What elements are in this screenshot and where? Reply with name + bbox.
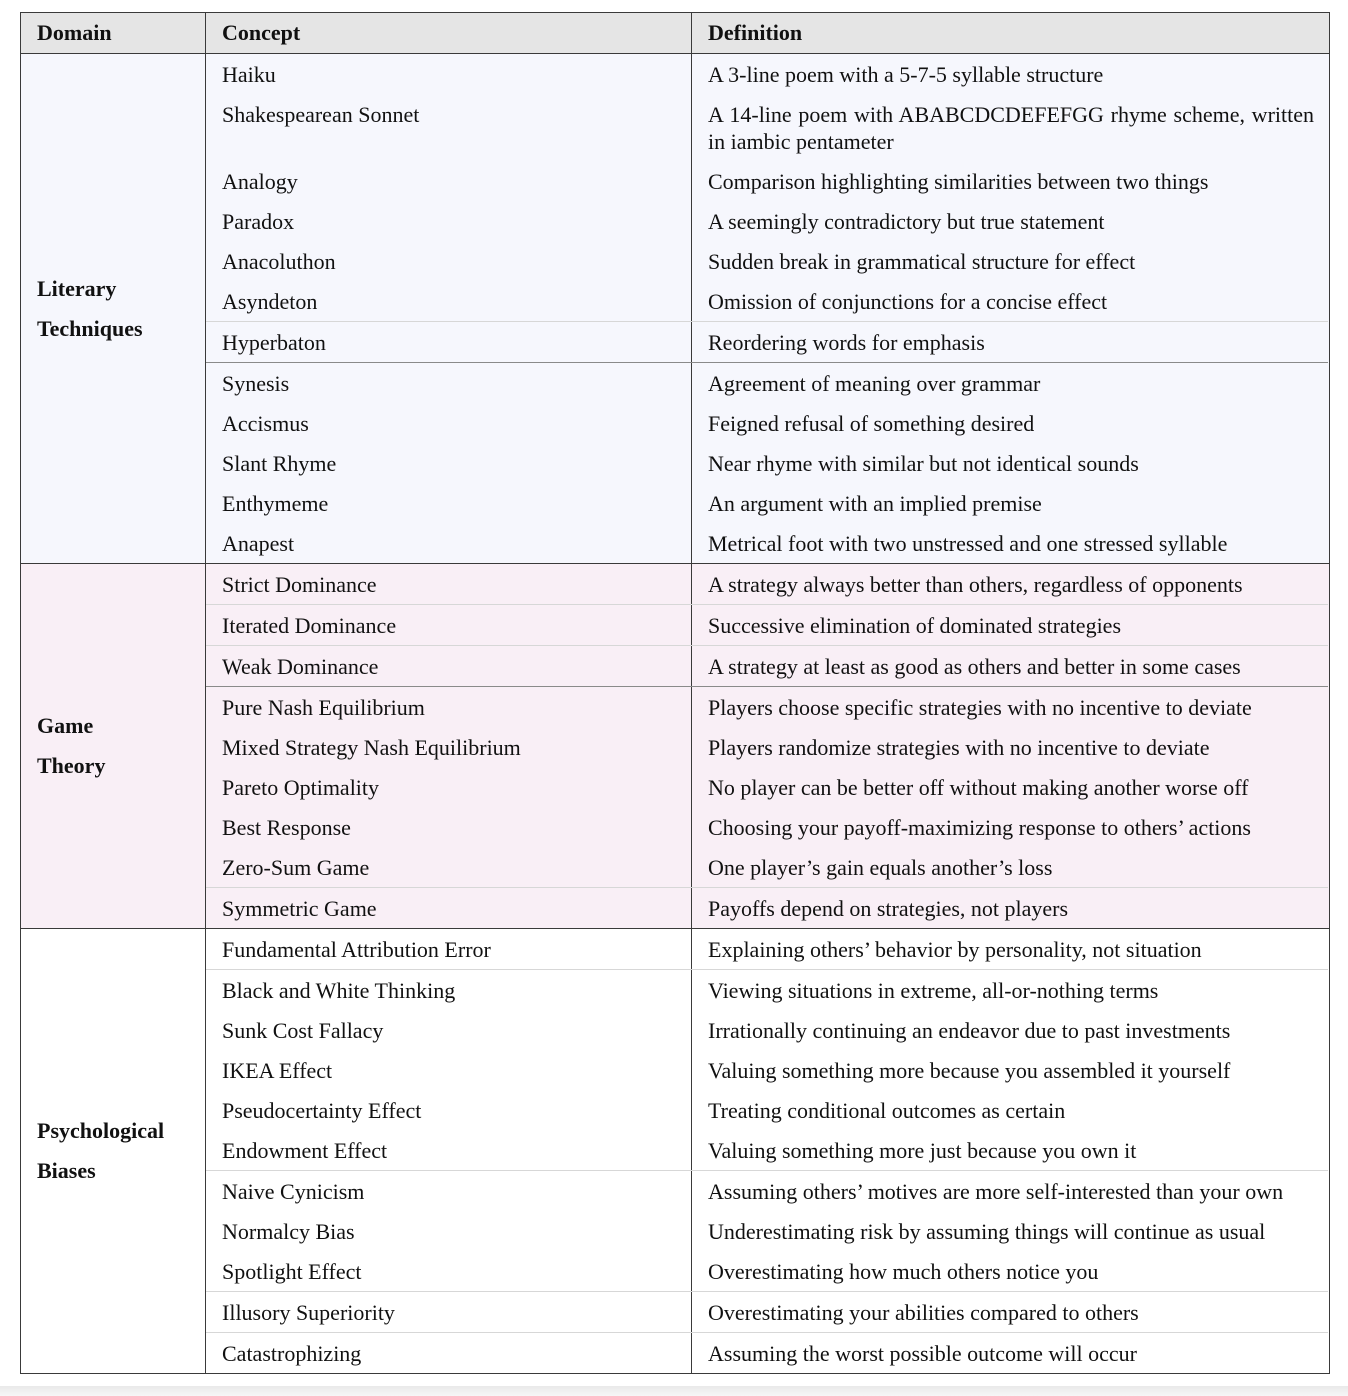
concept-cell: Weak Dominance bbox=[206, 646, 692, 686]
concept-cell: Analogy bbox=[206, 161, 692, 201]
definition-cell: Feigned refusal of something desired bbox=[708, 411, 1035, 436]
concept-cell: Catastrophizing bbox=[206, 1333, 692, 1373]
concept-cell: Asyndeton bbox=[206, 281, 692, 321]
definition-cell: Sudden break in grammatical structure for effect bbox=[708, 249, 1136, 274]
section-rows bbox=[206, 54, 1328, 563]
table-row bbox=[206, 564, 1328, 604]
table-row bbox=[206, 1251, 1328, 1291]
table-row bbox=[206, 847, 1328, 887]
section-rows bbox=[206, 564, 1328, 928]
header-concept: Concept bbox=[206, 13, 692, 53]
definition-cell: Payoffs depend on strategies, not players bbox=[708, 896, 1069, 921]
concept-cell: Endowment Effect bbox=[206, 1130, 692, 1170]
concept-cell: Haiku bbox=[206, 54, 692, 94]
concepts-table bbox=[20, 12, 1330, 1374]
section-game-theory bbox=[21, 564, 1329, 929]
definition-cell: Explaining others’ behavior by personality, not situation bbox=[708, 937, 1202, 962]
definition-cell: Successive elimination of dominated strategies bbox=[708, 613, 1122, 638]
table-row bbox=[206, 1050, 1328, 1090]
domain-cell bbox=[21, 54, 206, 563]
definition-cell: Players randomize strategies with no incentive to deviate bbox=[708, 735, 1210, 760]
definition-cell: A strategy at least as good as others and better in some cases bbox=[708, 654, 1241, 679]
table-row bbox=[206, 94, 1328, 161]
definition-cell: A 3-line poem with a 5-7-5 syllable structure bbox=[708, 62, 1104, 87]
concept-cell: Synesis bbox=[206, 363, 692, 403]
concept-cell: Symmetric Game bbox=[206, 888, 692, 928]
concept-cell: Hyperbaton bbox=[206, 322, 692, 362]
definition-cell: Valuing something more just because you own it bbox=[708, 1138, 1137, 1163]
definition-cell: Valuing something more because you assembled it yourself bbox=[708, 1058, 1231, 1083]
section-rows bbox=[206, 929, 1328, 1373]
concept-cell: Best Response bbox=[206, 807, 692, 847]
concept-cell: Pseudocertainty Effect bbox=[206, 1090, 692, 1130]
table-row bbox=[206, 523, 1328, 563]
table-row bbox=[206, 807, 1328, 847]
concept-cell: Strict Dominance bbox=[206, 564, 692, 604]
definition-cell: An argument with an implied premise bbox=[708, 491, 1042, 516]
concept-cell: Pareto Optimality bbox=[206, 767, 692, 807]
definition-cell: One player’s gain equals another’s loss bbox=[708, 855, 1053, 880]
table-row bbox=[206, 483, 1328, 523]
definition-cell: Metrical foot with two unstressed and one stressed syllable bbox=[708, 531, 1228, 556]
table-row bbox=[206, 161, 1328, 201]
concept-cell: Spotlight Effect bbox=[206, 1251, 692, 1291]
table-row bbox=[206, 929, 1328, 969]
concept-cell: Black and White Thinking bbox=[206, 970, 692, 1010]
page-bottom-edge bbox=[0, 1386, 1348, 1396]
table-row bbox=[206, 321, 1328, 362]
table-row bbox=[206, 887, 1328, 928]
table-row bbox=[206, 767, 1328, 807]
domain-label: Literary Techniques bbox=[37, 275, 143, 341]
table-row bbox=[206, 1090, 1328, 1130]
concept-cell: Iterated Dominance bbox=[206, 605, 692, 645]
concept-cell: Normalcy Bias bbox=[206, 1211, 692, 1251]
definition-cell: Comparison highlighting similarities between two things bbox=[708, 169, 1209, 194]
table-row bbox=[206, 54, 1328, 94]
concept-cell: Zero-Sum Game bbox=[206, 847, 692, 887]
definition-cell: Viewing situations in extreme, all-or-nothing terms bbox=[708, 978, 1159, 1003]
concept-cell: Naive Cynicism bbox=[206, 1171, 692, 1211]
table-row bbox=[206, 201, 1328, 241]
concept-cell: IKEA Effect bbox=[206, 1050, 692, 1090]
domain-label: Psychological Biases bbox=[37, 1118, 165, 1183]
table-body bbox=[21, 54, 1329, 1373]
definition-cell: A 14-line poem with ABABCDCDEFEFGG rhyme scheme, written in iambic pentameter bbox=[708, 102, 1314, 154]
definition-cell: Omission of conjunctions for a concise effect bbox=[708, 289, 1108, 314]
table-row bbox=[206, 686, 1328, 727]
section-psychological-biases bbox=[21, 929, 1329, 1373]
definition-cell: Players choose specific strategies with no incentive to deviate bbox=[708, 695, 1252, 720]
definition-cell: Irrationally continuing an endeavor due to past investments bbox=[708, 1018, 1231, 1043]
definition-cell: Assuming others’ motives are more self-interested than your own bbox=[708, 1179, 1284, 1204]
definition-cell: Choosing your payoff-maximizing response to others’ actions bbox=[708, 815, 1251, 840]
table-row bbox=[206, 1130, 1328, 1170]
table-row bbox=[206, 1211, 1328, 1251]
table-row bbox=[206, 281, 1328, 321]
concept-cell: Slant Rhyme bbox=[206, 443, 692, 483]
definition-cell: No player can be better off without making another worse off bbox=[708, 775, 1249, 800]
concept-cell: Mixed Strategy Nash Equilibrium bbox=[206, 727, 692, 767]
concept-cell: Sunk Cost Fallacy bbox=[206, 1010, 692, 1050]
table-row bbox=[206, 1291, 1328, 1332]
table-row bbox=[206, 1010, 1328, 1050]
domain-cell bbox=[21, 564, 206, 928]
definition-cell: A seemingly contradictory but true statement bbox=[708, 209, 1105, 234]
table-row bbox=[206, 645, 1328, 686]
definition-cell: Treating conditional outcomes as certain bbox=[708, 1098, 1066, 1123]
definition-cell: Underestimating risk by assuming things will continue as usual bbox=[708, 1219, 1266, 1244]
definition-cell: Overestimating your abilities compared to others bbox=[708, 1300, 1139, 1325]
header-domain: Domain bbox=[21, 13, 206, 53]
concept-cell: Shakespearean Sonnet bbox=[206, 94, 692, 161]
concept-cell: Enthymeme bbox=[206, 483, 692, 523]
definition-cell: A strategy always better than others, regardless of opponents bbox=[708, 572, 1243, 597]
concept-cell: Paradox bbox=[206, 201, 692, 241]
definition-cell: Assuming the worst possible outcome will occur bbox=[708, 1341, 1137, 1366]
table-row bbox=[206, 403, 1328, 443]
concept-cell: Pure Nash Equilibrium bbox=[206, 687, 692, 727]
table-row bbox=[206, 443, 1328, 483]
table-row bbox=[206, 727, 1328, 767]
table-row bbox=[206, 969, 1328, 1010]
definition-cell: Agreement of meaning over grammar bbox=[708, 371, 1041, 396]
table-row bbox=[206, 241, 1328, 281]
concept-cell: Anacoluthon bbox=[206, 241, 692, 281]
table-row bbox=[206, 1170, 1328, 1211]
definition-cell: Overestimating how much others notice you bbox=[708, 1259, 1099, 1284]
table-row bbox=[206, 604, 1328, 645]
header-definition: Definition bbox=[708, 20, 803, 45]
concept-cell: Fundamental Attribution Error bbox=[206, 929, 692, 969]
table-header-row bbox=[21, 13, 1329, 54]
definition-cell: Near rhyme with similar but not identical sounds bbox=[708, 451, 1139, 476]
concept-cell: Anapest bbox=[206, 523, 692, 563]
definition-cell: Reordering words for emphasis bbox=[708, 330, 985, 355]
table-row bbox=[206, 1332, 1328, 1373]
domain-label: Game Theory bbox=[37, 713, 106, 778]
section-literary-techniques bbox=[21, 54, 1329, 564]
concept-cell: Accismus bbox=[206, 403, 692, 443]
concept-cell: Illusory Superiority bbox=[206, 1292, 692, 1332]
domain-cell bbox=[21, 929, 206, 1373]
table-row bbox=[206, 362, 1328, 403]
